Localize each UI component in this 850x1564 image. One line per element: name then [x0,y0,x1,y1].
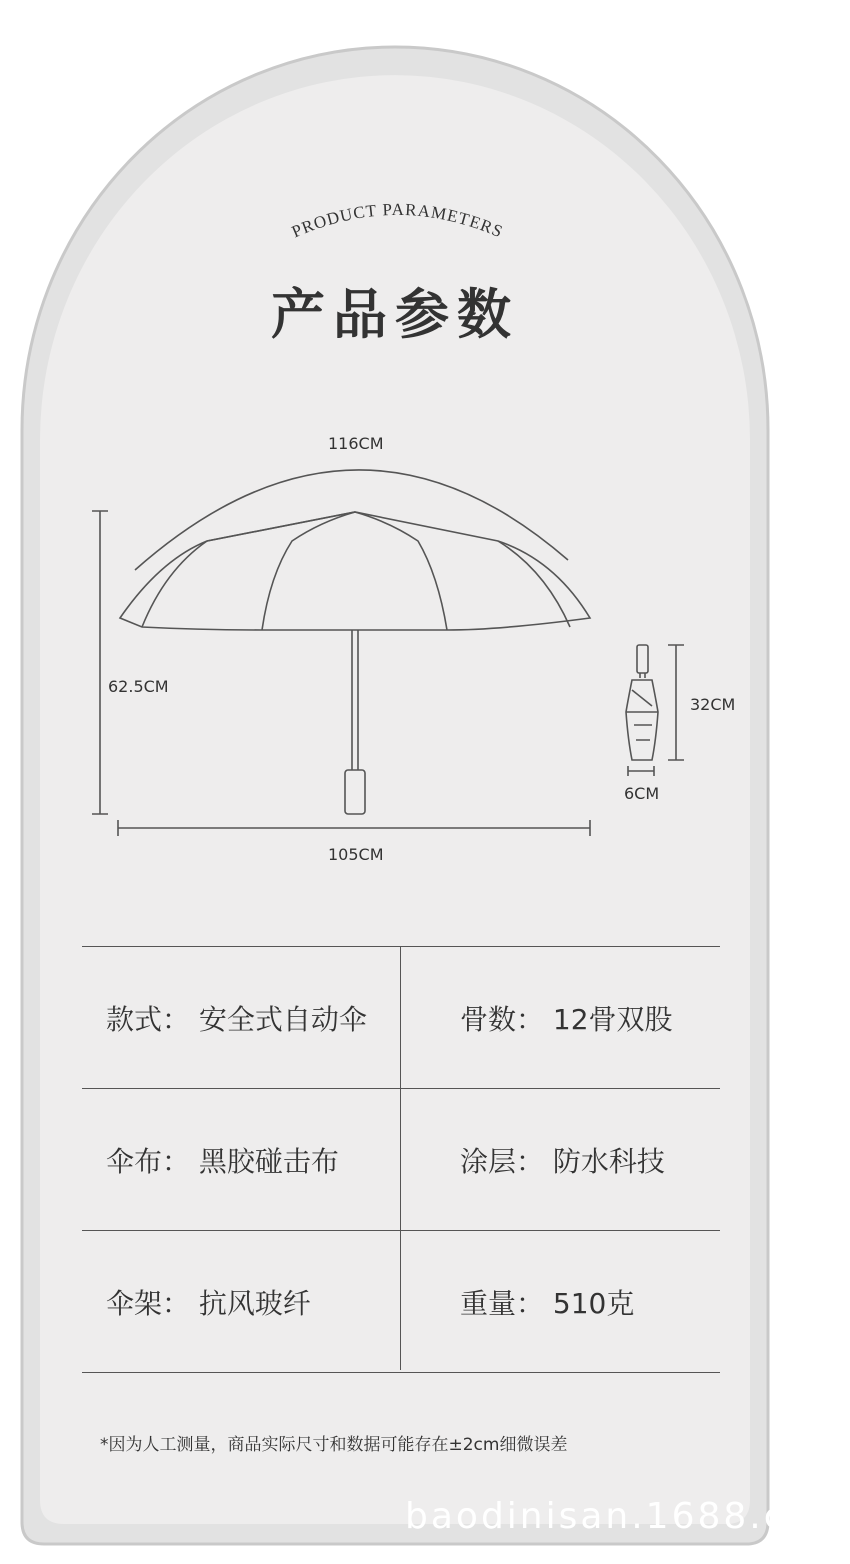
umbrella-rib [355,512,447,630]
folded-width-line [628,766,654,776]
folded-umbrella-body [626,673,658,760]
page-title: 产品参数 [271,283,519,346]
folded-width-label: 6CM [624,784,660,803]
umbrella-rib [498,541,570,627]
spec-ribs: 骨数： 12骨双股 [460,1002,673,1036]
spec-coating: 涂层： 防水科技 [460,1144,665,1178]
folded-umbrella-folds [626,690,658,740]
width-dimension-line [118,820,590,836]
subtitle-text: PRODUCT PARAMETERS [288,199,507,242]
umbrella-rib [142,541,207,627]
arc-length-line [135,470,568,570]
folded-length-label: 32CM [690,695,736,714]
height-dimension-line [92,511,108,814]
table-divider [400,946,401,1370]
watermark: baodinisan.1688.com [405,1496,850,1537]
spec-fabric: 伞布： 黑胶碰击布 [106,1144,339,1178]
umbrella-handle [345,770,365,814]
umbrella-rib [262,512,355,630]
measurement-footnote: *因为人工测量，商品实际尺寸和数据可能存在±2cm细微误差 [100,1435,568,1455]
umbrella-canopy [120,512,590,630]
diameter-label: 105CM [328,845,384,864]
spec-row [82,946,720,1088]
spec-frame: 伞架： 抗风玻纤 [106,1286,311,1320]
spec-weight: 重量： 510克 [460,1286,635,1320]
spec-row [82,1230,720,1373]
spec-style: 款式： 安全式自动伞 [106,1002,367,1036]
spec-table [82,946,720,1373]
umbrella-shaft [352,630,358,770]
height-label: 62.5CM [108,677,169,696]
spec-row [82,1088,720,1230]
folded-length-line [668,645,684,760]
folded-umbrella-handle [637,645,648,673]
umbrella-rib [207,512,355,541]
arc-length-label: 116CM [328,434,384,453]
